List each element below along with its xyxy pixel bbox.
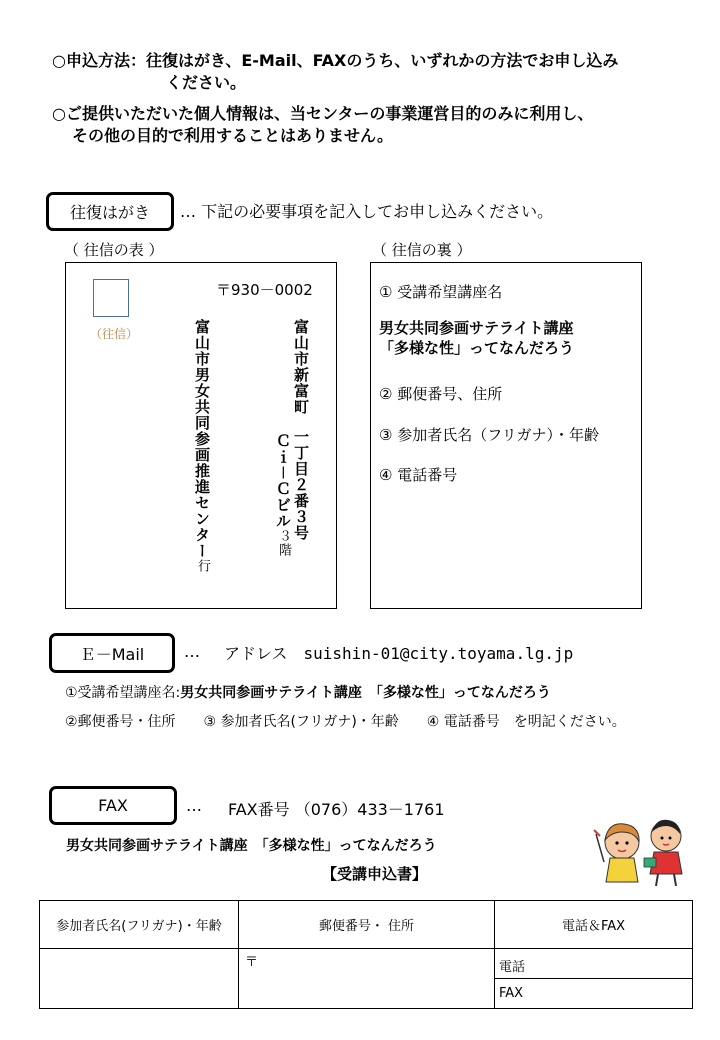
address-input-cell[interactable]	[239, 949, 495, 1009]
table-header-phone-fax: 電話＆FAX	[495, 901, 693, 949]
fax-input-cell[interactable]	[495, 979, 693, 1009]
back-item-name: ③ 参加者氏名（フリガナ）・年齢	[379, 426, 599, 444]
recipient-suffix: 行	[195, 559, 210, 573]
application-form-title: 【受講申込書】	[322, 865, 428, 883]
postcard-description: … 下記の必要事項を記入してお申し込みください。	[180, 202, 554, 221]
back-course-title: 「多様な性」ってなんだろう	[379, 339, 575, 357]
email-line2: ②郵便番号・住所 ③ 参加者氏名(フリガナ)・年齢 ④ 電話番号 を明記ください。	[65, 714, 626, 730]
table-header-address: 郵便番号・ 住所	[239, 901, 495, 949]
email-line1-prefix: ①受講希望講座名:	[65, 685, 181, 701]
address-floor: ３階	[276, 529, 291, 558]
stamp-label: （往信）	[90, 327, 139, 341]
email-address: アドレス suishin-01@city.toyama.lg.jp	[224, 644, 574, 663]
postcard-method-label-text: 往復はがき	[69, 203, 150, 222]
address-line2: 一丁目２番３号	[292, 429, 310, 541]
address-line3	[274, 433, 292, 557]
privacy-note-line2: その他の目的で利用することはありません。	[72, 126, 393, 145]
method-note-line2: ください。	[166, 73, 247, 92]
postal-code: 〒930－0002	[216, 281, 313, 299]
back-item-course: ① 受講希望講座名	[379, 283, 503, 301]
address-building: Ｃｉ－Ｃビル	[274, 433, 292, 530]
fax-method-label	[49, 786, 177, 825]
postal-mark: 〒	[245, 955, 259, 970]
email-line1-course: 男女共同参画サテライト講座 「多様な性」ってなんだろう	[180, 685, 551, 701]
phone-label: 電話	[499, 960, 526, 975]
postcard-back	[370, 262, 642, 609]
back-item-phone: ④ 電話番号	[379, 466, 458, 484]
application-table	[39, 900, 693, 1009]
email-method-label-text: Ｅ－Mail	[79, 644, 145, 664]
email-dots: …	[184, 642, 200, 661]
children-illustration	[590, 812, 700, 892]
table-header-name: 参加者氏名(フリガナ)・年齢	[40, 901, 239, 949]
privacy-note-line1: ○ご提供いただいた個人情報は、当センターの事業運営目的のみに利用し、	[52, 104, 594, 123]
fax-method-label-text: FAX	[98, 796, 128, 815]
stamp-box	[93, 279, 129, 317]
postcard-method-label	[46, 192, 174, 231]
fax-label: FAX	[499, 986, 524, 1001]
name-input-cell[interactable]	[40, 949, 239, 1009]
email-line1	[65, 682, 551, 702]
back-course-name: 男女共同参画サテライト講座	[379, 319, 574, 337]
fax-dots: …	[186, 796, 202, 815]
postcard-front	[65, 262, 337, 609]
method-note-line1: ○申込方法：往復はがき、E-Mail、FAXのうち、いずれかの方法でお申し込み	[52, 51, 619, 70]
back-item-address: ② 郵便番号、住所	[379, 385, 503, 403]
phone-input-cell[interactable]	[495, 949, 693, 979]
email-method-label	[49, 633, 175, 673]
address-line1: 富山市新富町	[292, 319, 310, 415]
recipient-org: 富山市男女共同参画推進センター	[193, 319, 211, 559]
postcard-front-caption: （ 往信の表 ）	[64, 241, 164, 259]
fax-number: FAX番号 （076）433－1761	[228, 800, 445, 819]
recipient-name	[193, 319, 211, 573]
postcard-back-caption: （ 往信の裏 ）	[372, 241, 472, 259]
fax-course-title: 男女共同参画サテライト講座 「多様な性」ってなんだろう	[66, 838, 437, 854]
